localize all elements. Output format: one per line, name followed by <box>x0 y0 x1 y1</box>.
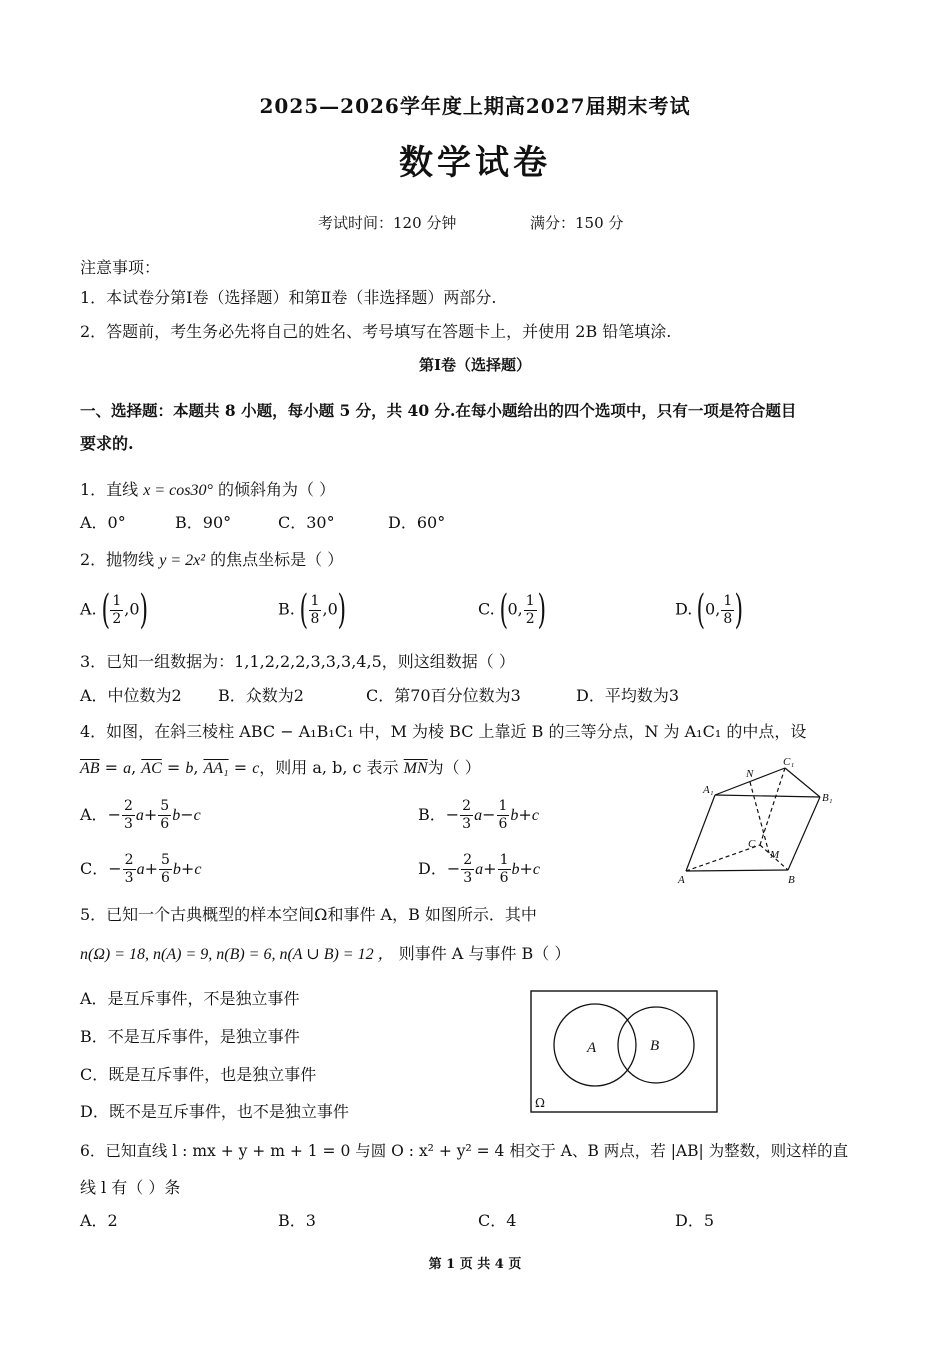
q5-option-b: B．不是互斥事件，是独立事件 <box>80 1027 300 1046</box>
note-item-1: 1．本试卷分第Ⅰ卷（选择题）和第Ⅱ卷（非选择题）两部分. <box>80 288 497 307</box>
question-5-stem-line1: 5．已知一个古典概型的样本空间Ω和事件 A，B 如图所示．其中 <box>80 905 537 924</box>
question-1-stem: 1．直线 x = cos30° 的倾斜角为（ ） <box>80 480 336 499</box>
q1-option-a: A．0° <box>80 513 126 532</box>
q4-option-a: A．− $\frac{2}{3}$ a+ $\frac{5}{6}$ b−c <box>80 798 201 832</box>
q2-option-b: B. ( $\frac{1}{8}$ ,0) <box>278 587 346 633</box>
q2-option-d: D. (0, $\frac{1}{8}$ ) <box>675 587 744 633</box>
question-2-stem: 2．抛物线 y = 2x² 的焦点坐标是（ ） <box>80 550 344 569</box>
fig-label-a: A <box>678 874 685 886</box>
q2-option-c: C. (0, $\frac{1}{2}$ ) <box>478 587 546 633</box>
q4-option-d: D．− $\frac{2}{3}$ a+ $\frac{1}{6}$ b+c <box>418 852 541 886</box>
q1-option-d: D．60° <box>388 513 446 532</box>
question-4-stem-line1: 4．如图，在斜三棱柱 ABC − A₁B₁C₁ 中，M 为棱 BC 上靠近 B 的三等分点，N 为 A₁C₁ 的中点，设 <box>80 722 807 741</box>
prism-figure <box>670 755 840 890</box>
prism-edge-a1a <box>686 795 715 871</box>
prism-edge-ab <box>686 870 788 871</box>
sample-space-box <box>531 991 717 1112</box>
notes-heading: 注意事项： <box>80 258 161 277</box>
q5-option-c: C．既是互斥事件，也是独立事件 <box>80 1065 317 1084</box>
q3-option-b: B．众数为2 <box>218 686 304 705</box>
question-5-stem-line2: n(Ω) = 18, n(A) = 9, n(B) = 6, n(A ∪ B) = 12 ， 则事件 A 与事件 B（ ） <box>80 944 571 963</box>
section-instructions-line2: 要求的. <box>80 434 134 453</box>
note-item-2: 2．答题前，考生务必先将自己的姓名、考号填写在答题卡上，并使用 2B 铅笔填涂. <box>80 322 672 341</box>
prism-edge-c1c <box>760 768 785 845</box>
part1-title: 第Ⅰ卷（选择题） <box>418 356 532 374</box>
q3-option-c: C．第70百分位数为3 <box>366 686 521 705</box>
fig-label-m: M <box>770 849 780 861</box>
q5-option-d: D．既不是互斥事件，也不是独立事件 <box>80 1102 349 1121</box>
venn-label-omega: Ω <box>535 1096 545 1110</box>
venn-diagram <box>530 990 718 1114</box>
q4-option-c: C．− $\frac{2}{3}$ a+ $\frac{5}{6}$ b+c <box>80 852 202 886</box>
q6-option-c: C．4 <box>478 1211 517 1230</box>
q6-option-b: B．3 <box>278 1211 316 1230</box>
q6-option-d: D．5 <box>675 1211 715 1230</box>
q4-option-b: B．− $\frac{2}{3}$ a− $\frac{1}{6}$ b+c <box>418 798 539 832</box>
exam-time: 考试时间：120 分钟 <box>318 214 457 232</box>
fig-label-n: N <box>746 768 754 780</box>
prism-edge-a1b1 <box>715 795 820 797</box>
exam-title: 2025—2026学年度上期高2027届期末考试 <box>259 94 691 118</box>
fig-label-c: C <box>748 838 756 850</box>
subject-title: 数学试卷 <box>399 143 551 183</box>
q2-option-a: A. ( $\frac{1}{2}$ ,0) <box>80 587 148 633</box>
question-6-stem-line1: 6．已知直线 l : mx + y + m + 1 = 0 与圆 O : x² + y² = 4 相交于 A、B 两点，若 |AB| 为整数，则这样的直 <box>80 1142 849 1160</box>
q1-option-b: B．90° <box>175 513 232 532</box>
fig-label-a1: A₁ <box>703 784 714 796</box>
fig-label-c1: C₁ <box>783 756 795 768</box>
q1-option-c: C．30° <box>278 513 335 532</box>
q6-option-a: A．2 <box>80 1211 118 1230</box>
question-3-stem: 3．已知一组数据为：1,1,2,2,2,3,3,3,4,5，则这组数据（ ） <box>80 652 515 671</box>
question-6-stem-line2: 线 l 有（ ）条 <box>80 1178 181 1197</box>
fig-label-b: B <box>788 874 795 886</box>
exam-score: 满分：150 分 <box>530 214 624 232</box>
question-4-stem-line2: $\overline{AB} = a$, $\overline{AC} = b$, AA₁ = c，则用 a, b, c 表示 $\overline{MN}$为（ ） <box>80 758 481 777</box>
q5-option-a: A．是互斥事件，不是独立事件 <box>80 989 300 1008</box>
venn-label-b: B <box>650 1038 660 1054</box>
q3-option-d: D．平均数为3 <box>576 686 680 705</box>
prism-edge-c1b1 <box>785 768 820 797</box>
page-number: 第 1 页 共 4 页 <box>428 1257 522 1272</box>
q3-option-a: A．中位数为2 <box>80 686 182 705</box>
fig-label-b1: B₁ <box>822 792 833 804</box>
prism-edge-b1b <box>788 797 820 870</box>
section-instructions-line1: 一、选择题：本题共 8 小题，每小题 5 分，共 40 分.在每小题给出的四个选项中，只有一项是符合题目 <box>80 401 797 420</box>
venn-label-a: A <box>587 1040 597 1056</box>
